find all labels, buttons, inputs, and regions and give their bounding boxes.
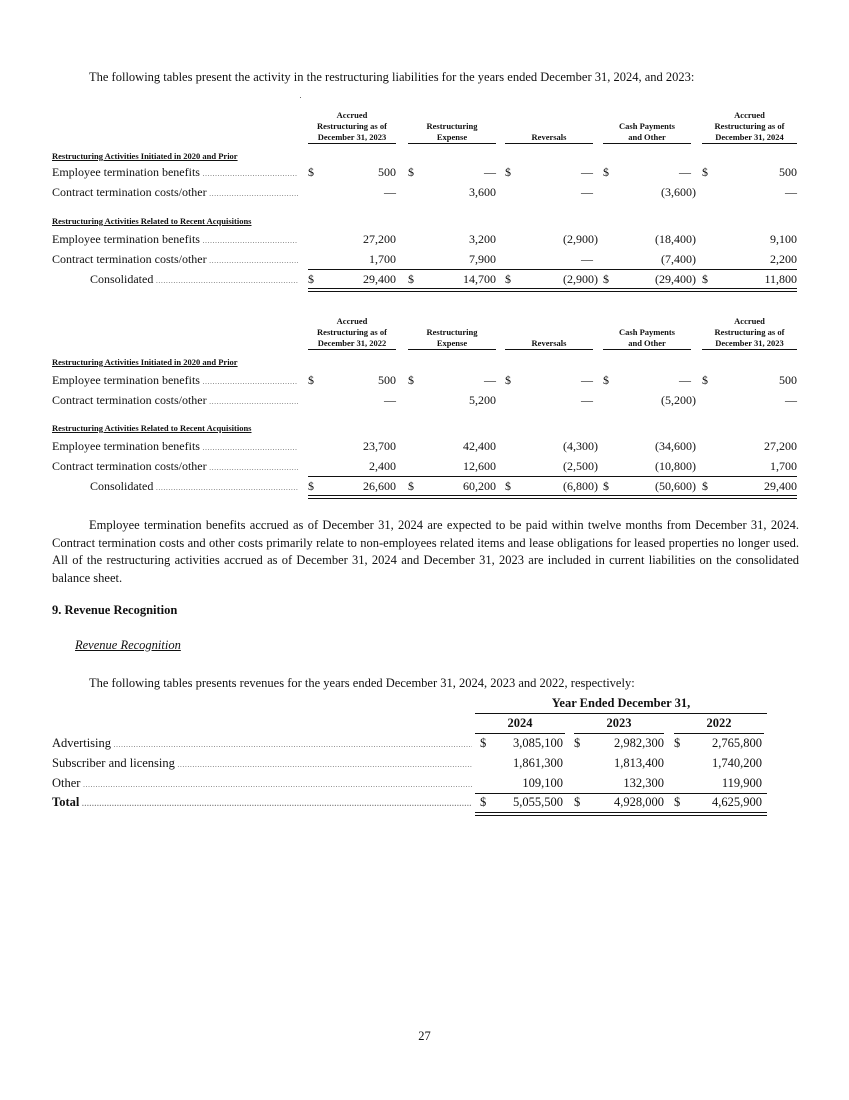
section-label: Restructuring Activities Related to Recent Acquisitions (52, 216, 252, 226)
row-label: Consolidated ..... (90, 479, 298, 494)
table-row: Subscriber and licensing ..... 1,861,300 1,813,400 1,740,200 (52, 756, 767, 773)
revenue-intro: The following tables presents revenues for the years ended December 31, 2024, 2023 and 2022, respectively: (89, 676, 635, 690)
year-header: 2024 (475, 716, 565, 734)
row-label: Consolidated ..... (90, 272, 298, 287)
col-header-accrued-start: Accrued Restructuring as of December 31, 2022 (308, 316, 396, 350)
col-header-accrued-start: Accrued Restructuring as of December 31, 2023 (308, 110, 396, 144)
section-label: Restructuring Activities Related to Recent Acquisitions (52, 423, 252, 433)
year-header: 2022 (674, 716, 764, 734)
table-row: Contract termination costs/other ..... 2,400 12,600 (2,500) (10,800) 1,700 (52, 459, 797, 475)
section-heading: 9. Revenue Recognition (52, 603, 178, 617)
table-row: Contract termination costs/other ..... 1,700 7,900 — (7,400) 2,200 (52, 252, 797, 268)
year-header: 2023 (574, 716, 664, 734)
table-row: Employee termination benefits ..... 27,200 3,200 (2,900) (18,400) 9,100 (52, 232, 797, 248)
row-label: Other ..... (52, 776, 472, 791)
row-label: Total ..... (52, 795, 472, 810)
table-row: Other ..... 109,100 132,300 119,900 (52, 776, 767, 793)
col-header-accrued-end: Accrued Restructuring as of December 31, 2023 (702, 316, 797, 350)
table-row: Employee termination benefits ..... $ 500 $ — $ — $ — $ 500 (52, 373, 797, 389)
section-label: Restructuring Activities Initiated in 2020 and Prior (52, 151, 238, 161)
col-header-expense: Restructuring Expense (408, 110, 496, 144)
sub-heading: Revenue Recognition (75, 638, 181, 652)
col-header-reversals: Reversals (505, 110, 593, 144)
table-row-total: Consolidated ..... $ 29,400 $ 14,700 $ (2,900) $ (29,400) $ 11,800 (52, 272, 797, 288)
stray-mark (300, 97, 301, 98)
col-header-reversals: Reversals (505, 316, 593, 350)
row-label: Subscriber and licensing ..... (52, 756, 472, 771)
table-row: Contract termination costs/other ..... — 3,600 — (3,600) — (52, 185, 797, 201)
row-label: Employee termination benefits ..... (52, 373, 298, 388)
table-row-total: Total ..... $ 5,055,500 $ 4,928,000 $ 4,625,900 (52, 795, 767, 812)
table-row-total: Consolidated ..... $ 26,600 $ 60,200 $ (6,800) $ (50,600) $ 29,400 (52, 479, 797, 495)
row-label: Employee termination benefits ..... (52, 232, 298, 247)
row-label: Contract termination costs/other ..... (52, 459, 298, 474)
col-header-cash-payments: Cash Payments and Other (603, 110, 691, 144)
row-label: Employee termination benefits ..... (52, 165, 298, 180)
table-row: Contract termination costs/other ..... — 5,200 — (5,200) — (52, 393, 797, 409)
table-row: Advertising ..... $ 3,085,100 $ 2,982,300 $ 2,765,800 (52, 736, 767, 753)
col-header-cash-payments: Cash Payments and Other (603, 316, 691, 350)
page-number: 27 (418, 1029, 431, 1043)
row-label: Contract termination costs/other ..... (52, 393, 298, 408)
col-header-expense: Restructuring Expense (408, 316, 496, 350)
row-label: Advertising ..... (52, 736, 472, 751)
table-row: Employee termination benefits ..... $ 500 $ — $ — $ — $ 500 (52, 165, 797, 181)
row-label: Employee termination benefits ..... (52, 439, 298, 454)
row-label: Contract termination costs/other ..... (52, 252, 298, 267)
section-label: Restructuring Activities Initiated in 2020 and Prior (52, 357, 238, 367)
row-label: Contract termination costs/other ..... (52, 185, 298, 200)
intro-text: The following tables present the activity in the restructuring liabilities for the years ended December 31, 2024, and 2023: (89, 70, 695, 84)
col-header-accrued-end: Accrued Restructuring as of December 31, 2024 (702, 110, 797, 144)
year-group-header: Year Ended December 31, (475, 696, 767, 714)
restructuring-paragraph: Employee termination benefits accrued as of December 31, 2024 are expected to be paid within twelve months from December 31, 2024. Contract termination costs and other costs primarily relate to non-employees related items and lease obligations for leased properties no longer used. All of the restructuring activities accrued as of December 31, 2024 and December 31, 2023 are included in current liabilities on the consolidated balance sheet. (52, 518, 799, 585)
table-row: Employee termination benefits ..... 23,700 42,400 (4,300) (34,600) 27,200 (52, 439, 797, 455)
